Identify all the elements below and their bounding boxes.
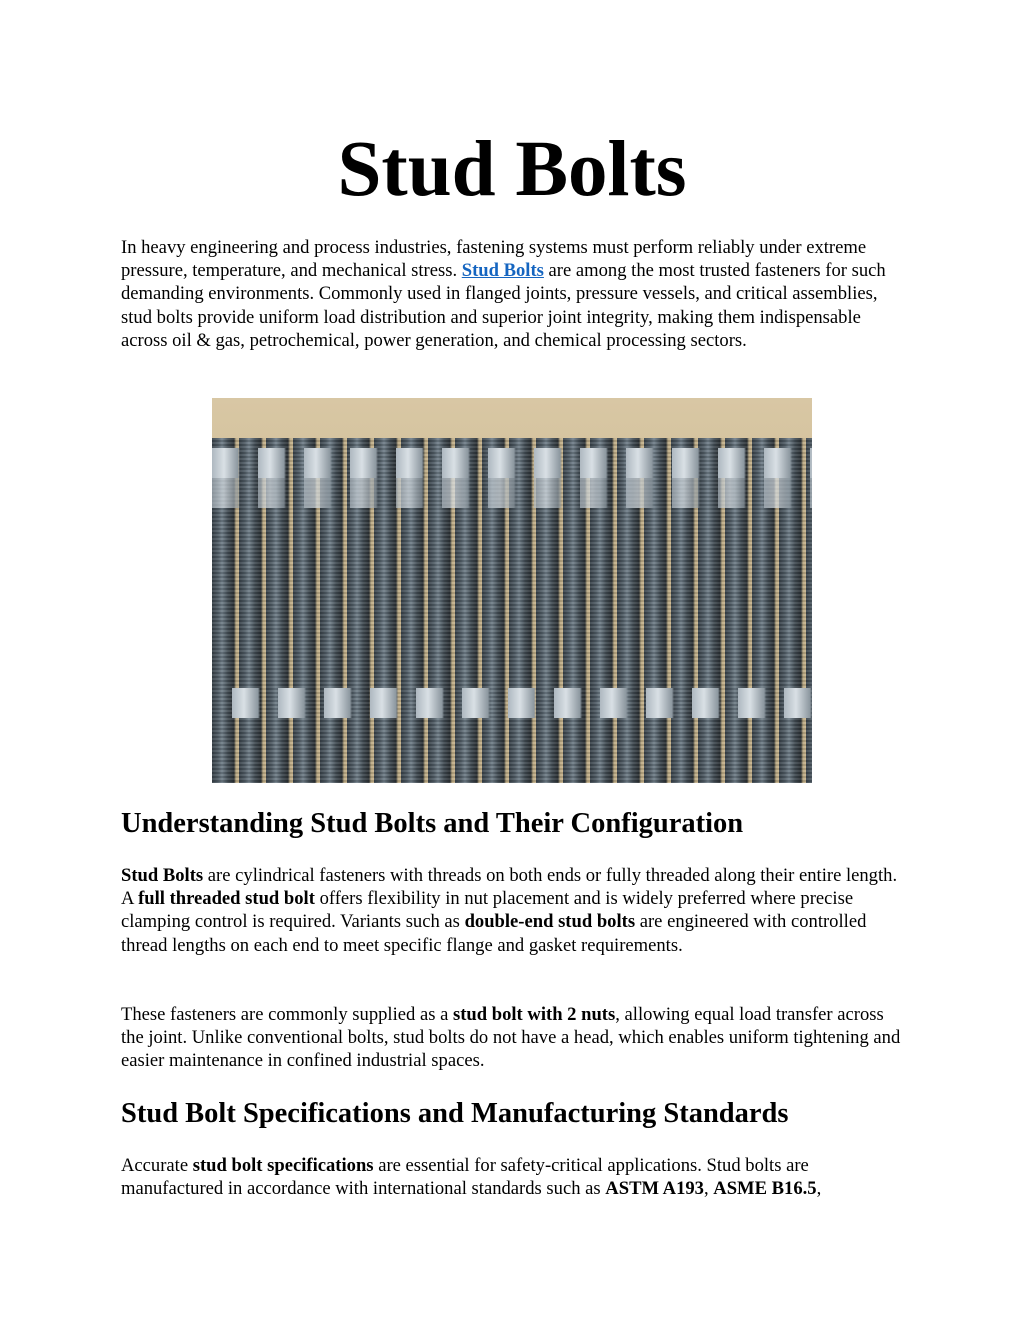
stud-bolts-link[interactable]: Stud Bolts [461,260,544,282]
bold-text: stud bolt with 2 nuts [453,1004,616,1025]
body-text: are engineered with controlled thread lengths on each end to meet specific flange and gasket requirements. [121,911,867,956]
specifications-paragraph [121,1154,911,1200]
page-title: Stud Bolts [337,126,687,213]
body-text: Accurate [121,1155,193,1176]
bold-text: stud bolt specifications [192,1155,374,1176]
body-text: , [816,1178,822,1200]
bold-text: ASME B16.5 [713,1178,817,1200]
configuration-paragraph-1 [121,864,911,957]
bolts-image-nuts-top [212,448,812,478]
bolts-image-nuts-lower [232,688,812,718]
body-text: are essential for safety-critical applications. Stud bolts are manufactured in accordance with international standards such as [121,1155,809,1200]
bold-text: full threaded stud bolt [138,888,315,910]
body-text: are cylindrical fasteners with threads on both ends or fully threaded along their entire length. A [121,865,898,910]
section-heading-configuration: Understanding Stud Bolts and Their Configuration [121,808,744,839]
bold-text: ASTM A193 [605,1178,704,1200]
bold-text: double-end stud bolts [464,911,636,933]
intro-text: In heavy engineering and process industries, fastening systems must perform reliably under extreme pressure, temperature, and mechanical stress. [121,237,867,282]
stud-bolts-photo [212,398,812,783]
bold-text: Stud Bolts [121,865,204,886]
body-text: offers flexibility in nut placement and is widely preferred where precise clamping control is required. Variants such as [121,888,854,933]
intro-paragraph [121,236,911,352]
body-text: , [703,1178,714,1200]
section-heading-specifications: Stud Bolt Specifications and Manufacturing Standards [121,1098,789,1129]
configuration-paragraph-2 [121,1003,911,1073]
body-text: These fasteners are commonly supplied as a [121,1004,453,1025]
intro-text: are among the most trusted fasteners for such demanding environments. Commonly used in flanged joints, pressure vessels, and critical assemblies, stud bolts provide uniform load distribution and superior joint integrity, making them indispensable across oil & gas, petrochemical, power generation, and chemical processing sectors. [121,260,886,351]
body-text: , allowing equal load transfer across the joint. Unlike conventional bolts, stud bolts do not have a head, which enables uniform tightening and easier maintenance in confined industrial spaces. [121,1004,901,1072]
bolts-image-nuts-upper [212,478,812,508]
